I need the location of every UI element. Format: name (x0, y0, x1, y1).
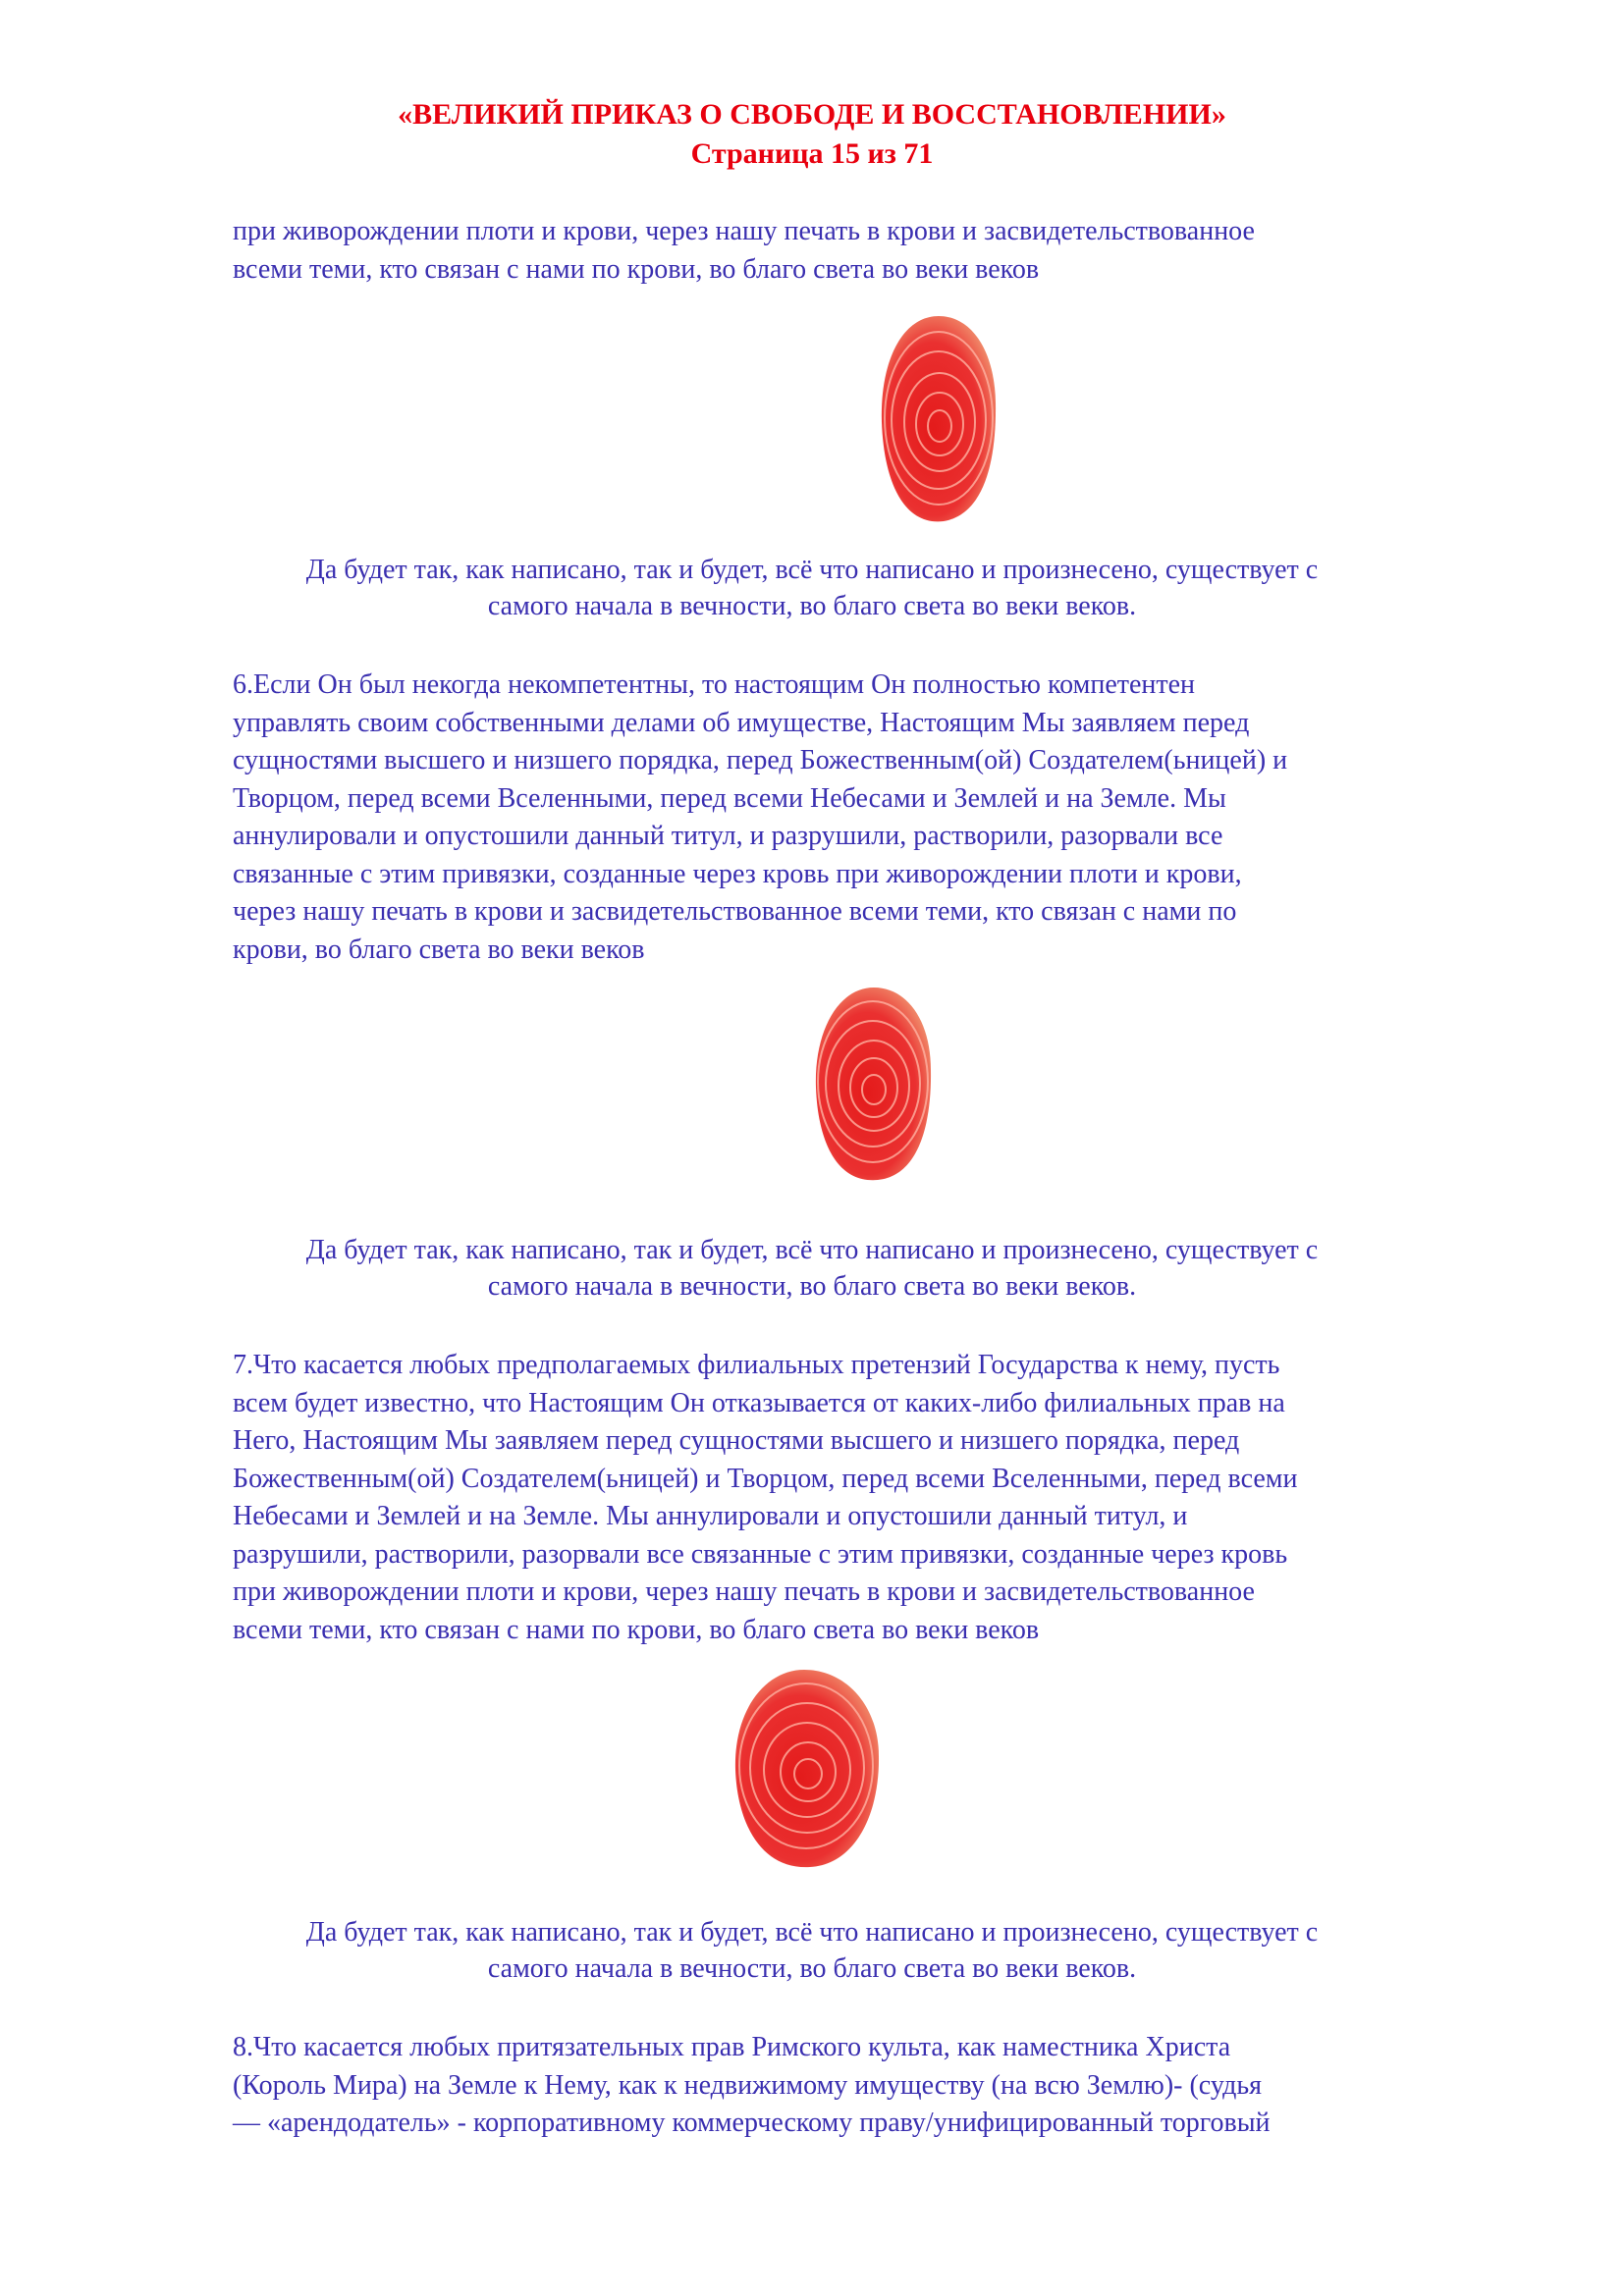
paragraph-7: 7.Что касается любых предполагаемых филиальных претензий Государства к нему, пусть всем будет известно, что Настоящим Он отказывается от каких-либо филиальных прав на Него, Настоящим Мы заявляем перед сущностями высшего и низшего порядка, перед Божественным(ой) Создателем(ьницей) и Творцом, перед всеми Вселенными, перед всеми Небесами и Землей и на Земле. Мы аннулировали и опустошили данный титул, и разрушили, растворили, разорвали все связанные с этим привязки, созданные через кровь при живорождении плоти и крови, через нашу печать в крови и засвидетельствованное всеми теми, кто связан с нами по крови, во благо света во веки веков (233, 1350, 1298, 1645)
declaration-text: Да будет так, как написано, так и будет, всё что написано и произнесено, существует с самого начала в вечности, во благо света во веки веков. (305, 555, 1319, 621)
paragraph-continuation: при живорождении плоти и крови, через нашу печать в крови и засвидетельствованное всеми теми, кто связан с нами по крови, во благо света во веки веков (233, 216, 1255, 285)
paragraph-6: 6.Если Он был некогда некомпетентны, то настоящим Он полностью компетентен управлять своим собственными делами об имуществе, Настоящим Мы заявляем перед сущностями высшего и низшего порядка, перед Божественным(ой) Создателем(ьницей) и Творцом, перед всеми Вселенными, перед всеми Небесами и Землей и на Земле. Мы аннулировали и опустошили данный титул, и разрушили, растворили, разорвали все связанные с этим привязки, созданные через кровь при живорождении плоти и крови, через нашу печать в крови и засвидетельствованное всеми теми, кто связан с нами по крови, во благо света во веки веков (233, 669, 1288, 965)
declaration-text: Да будет так, как написано, так и будет, всё что написано и произнесено, существует с самого начала в вечности, во благо света во веки веков. (305, 1235, 1319, 1302)
fingerprint-icon (731, 1666, 883, 1870)
page-number: Страница 15 из 71 (690, 137, 934, 170)
document-title: «ВЕЛИКИЙ ПРИКАЗ О СВОБОДЕ И ВОССТАНОВЛЕНИИ» (398, 98, 1226, 131)
declaration-text: Да будет так, как написано, так и будет, всё что написано и произнесено, существует с самого начала в вечности, во благо света во веки веков. (305, 1917, 1319, 1984)
paragraph-8: 8.Что касается любых притязательных прав Римского культа, как наместника Христа (Король Мира) на Земле к Нему, как к недвижимому имуществу (на всю Землю)- (судья — «арендодатель» - корпоративному коммерческому праву/унифицированный торговый (233, 2032, 1271, 2138)
fingerprint-icon (879, 312, 999, 526)
fingerprint-icon (813, 984, 935, 1184)
